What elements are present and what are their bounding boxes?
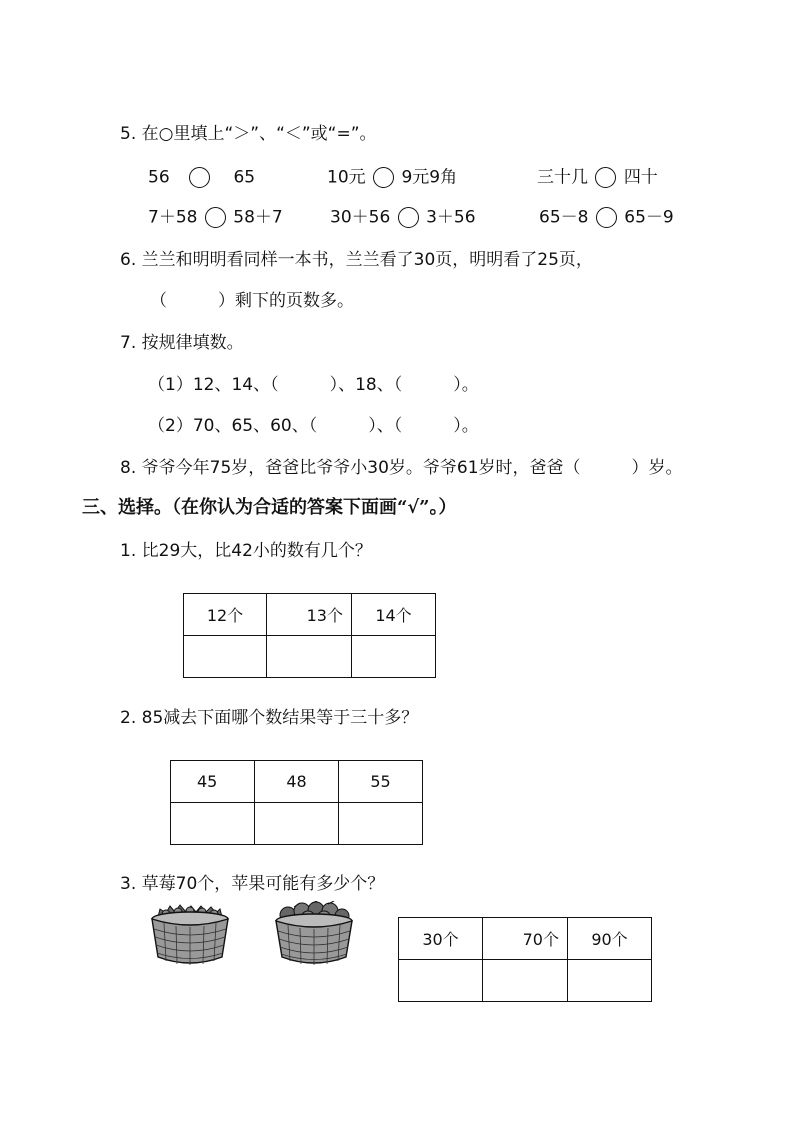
q6-line2: （ ）剩下的页数多。 — [150, 291, 354, 311]
option-label: 14个 — [352, 594, 436, 636]
compare-circle[interactable] — [595, 167, 616, 188]
compare-circle[interactable] — [189, 167, 210, 188]
answer-cell[interactable] — [352, 636, 436, 678]
compare-left: 65－8 — [539, 207, 589, 228]
compare-left: 10元 — [327, 167, 366, 188]
option-label: 12个 — [184, 594, 267, 636]
q5-item — [330, 207, 476, 228]
option-label: 45 — [171, 761, 255, 803]
c1-options-table — [183, 593, 436, 678]
answer-cell[interactable] — [339, 803, 423, 845]
answer-cell[interactable] — [483, 960, 568, 1002]
option-label: 90个 — [568, 918, 652, 960]
c3-options-table — [398, 917, 652, 1002]
q5-item — [539, 207, 674, 228]
option-label: 30个 — [399, 918, 483, 960]
q5-item — [327, 167, 457, 188]
compare-circle[interactable] — [398, 207, 419, 228]
option-label: 13个 — [267, 594, 352, 636]
q6-line1: 6. 兰兰和明明看同样一本书，兰兰看了30页，明明看了25页， — [120, 250, 593, 270]
answer-cell[interactable] — [399, 960, 483, 1002]
strawberry-basket-image — [148, 903, 232, 967]
compare-right: 四十 — [623, 167, 658, 188]
compare-right: 3＋56 — [426, 207, 476, 228]
compare-left: 30＋56 — [330, 207, 391, 228]
compare-circle[interactable] — [373, 167, 394, 188]
compare-circle[interactable] — [205, 207, 226, 228]
q8-text: 8. 爷爷今年75岁，爸爸比爷爷小30岁。爷爷61岁时，爸爸（ ）岁。 — [120, 458, 683, 478]
answer-cell[interactable] — [267, 636, 352, 678]
option-label: 70个 — [483, 918, 568, 960]
c2-options-table — [170, 760, 423, 845]
compare-left: 56 — [148, 167, 170, 188]
q5-item — [148, 207, 283, 228]
compare-right: 65－9 — [624, 207, 674, 228]
q7-line2: （2）70、65、60、（ ）、（ ）。 — [148, 416, 479, 436]
q5-item — [537, 167, 658, 188]
apple-basket-image — [272, 901, 356, 967]
compare-right: 65 — [233, 167, 256, 188]
compare-left: 三十几 — [537, 167, 588, 188]
answer-cell[interactable] — [171, 803, 255, 845]
option-label: 48 — [255, 761, 339, 803]
q7-line1: （1）12、14、（ ）、18、（ ）。 — [148, 375, 479, 395]
answer-cell[interactable] — [568, 960, 652, 1002]
compare-left: 7＋58 — [148, 207, 198, 228]
c3-question: 3. 草莓70个，苹果可能有多少个？ — [120, 874, 385, 894]
section-title: 三、选择。（在你认为合适的答案下面画“√”。） — [82, 497, 457, 518]
option-label: 55 — [339, 761, 423, 803]
answer-cell[interactable] — [255, 803, 339, 845]
answer-cell[interactable] — [184, 636, 267, 678]
q5-title: 5. 在○里填上“＞”、“＜”或“=”。 — [120, 124, 377, 144]
compare-circle[interactable] — [596, 207, 617, 228]
q7-title: 7. 按规律填数。 — [120, 333, 244, 353]
compare-right: 58＋7 — [233, 207, 283, 228]
c1-question: 1. 比29大，比42小的数有几个？ — [120, 541, 372, 561]
q5-item — [148, 167, 255, 188]
compare-right: 9元9角 — [401, 167, 458, 188]
c2-question: 2. 85减去下面哪个数结果等于三十多？ — [120, 708, 419, 728]
